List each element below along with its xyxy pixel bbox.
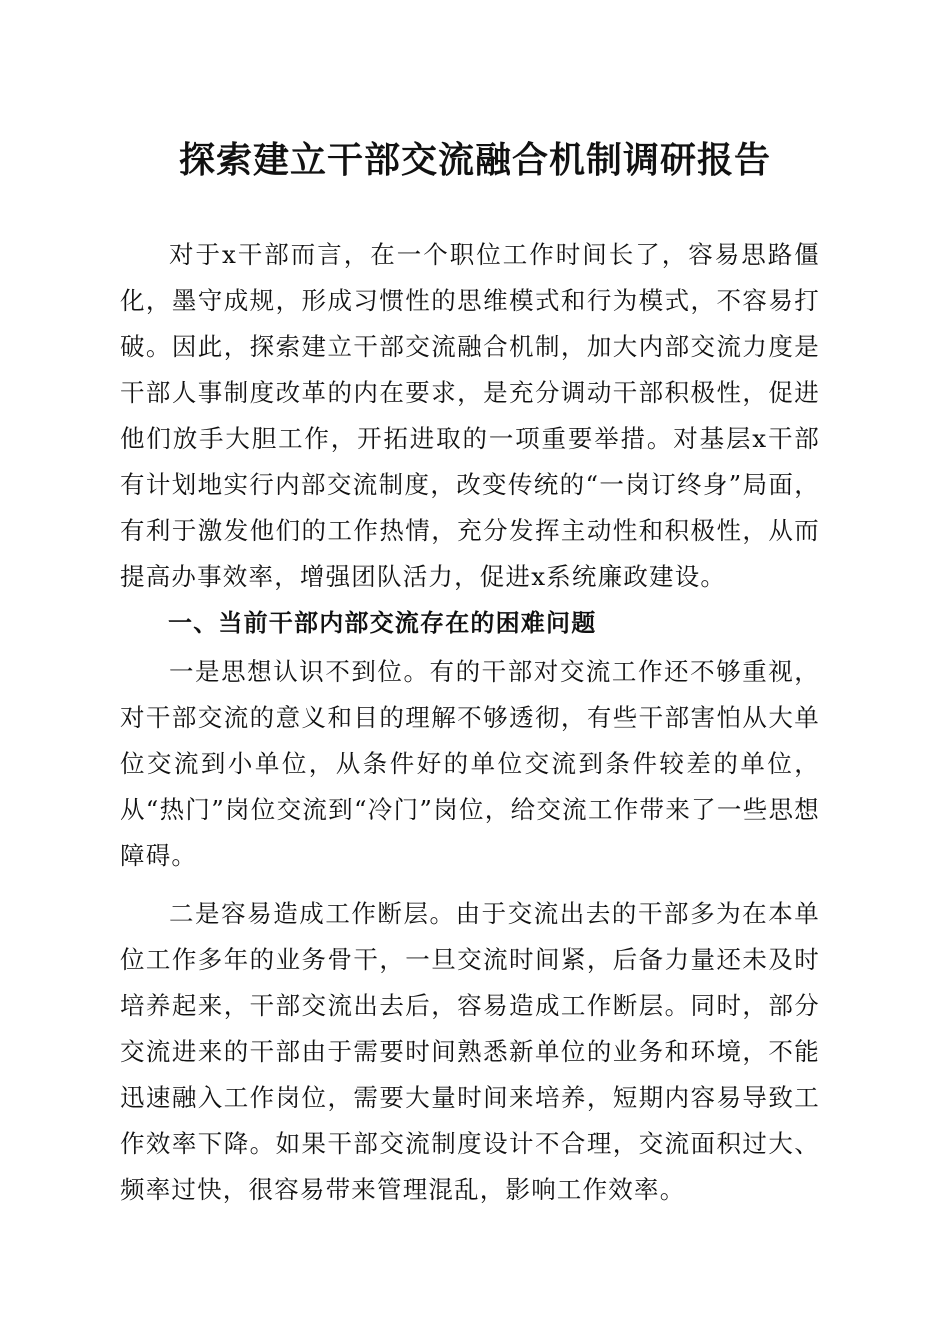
- point-two-paragraph: [120, 891, 820, 1213]
- point-one-lead: 一是思想认识不到位。: [169, 657, 430, 686]
- document-body: [120, 232, 820, 1213]
- point-two-lead: 二是容易造成工作断层。: [169, 899, 456, 928]
- document-title: 探索建立干部交流融合机制调研报告: [178, 139, 771, 181]
- point-two-text: 由于交流出去的干部多为在本单位工作多年的业务骨干，一旦交流时间紧，后备力量还未及时培养起来，干部交流出去后，容易造成工作断层。同时，部分交流进来的干部由于需要时间熟悉新单位的业务和环境，不能迅速融入工作岗位，需要大量时间来培养，短期内容易导致工作效率下降。如果干部交流制度设计不合理，交流面积过大、频率过快，很容易带来管理混乱，影响工作效率。: [120, 899, 820, 1204]
- section-heading: 一、当前干部内部交流存在的困难问题: [168, 609, 597, 637]
- point-one-text: 有的干部对交流工作还不够重视，对干部交流的意义和目的理解不够透彻，有些干部害怕从大单位交流到小单位，从条件好的单位交流到条件较差的单位，从“热门”岗位交流到“冷门”岗位，给交流工作带来了一些思想障碍。: [120, 657, 821, 870]
- point-one-paragraph: [120, 649, 820, 879]
- intro-paragraph: 对于x干部而言，在一个职位工作时间长了，容易思路僵化，墨守成规，形成习惯性的思维模式和行为模式，不容易打破。因此，探索建立干部交流融合机制，加大内部交流力度是干部人事制度改革的内在要求，是充分调动干部积极性，促进他们放手大胆工作，开拓进取的一项重要举措。对基层x干部有计划地实行内部交流制度，改变传统的“一岗订终身”局面，有利于激发他们的工作热情，充分发挥主动性和积极性，从而提高办事效率，增强团队活力，促进x系统廉政建设。: [120, 240, 820, 591]
